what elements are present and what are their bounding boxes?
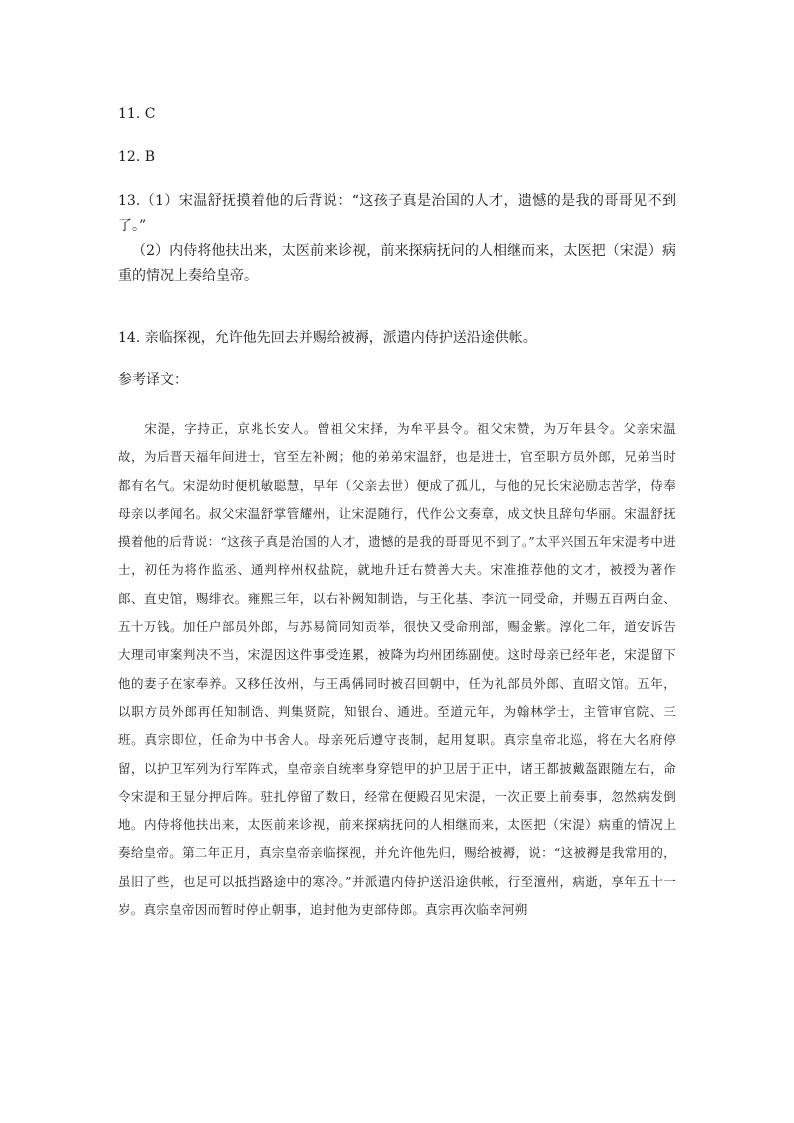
answer-page	[118, 0, 676, 1123]
answer-11: 11. C	[118, 106, 156, 122]
reference-translation-body: 宋湜，字持正，京兆长安人。曾祖父宋择，为牟平县令。祖父宋赞，为万年县令。父亲宋温故，为后晋天福年间进士，官至左补阙；他的弟弟宋温舒，也是进士，官至职方员外郎，兄弟当时都有名气。宋湜幼时便机敏聪慧，早年（父亲去世）便成了孤儿，与他的兄长宋泌励志苦学，侍奉母亲以孝闻名。叔父宋温舒掌管耀州，让宋湜随行，代作公文奏章，成文快且辞句华丽。宋温舒抚摸着他的后背说：“这孩子真是治国的人才，遗憾的是我的哥哥见不到了。”太平兴国五年宋湜考中进士，初任为将作监丞、通判梓州权盐院，就地升迁右赞善大夫。宋准推荐他的文才，被授为著作郎、直史馆，赐绯衣。雍熙三年，以右补阙知制诰，与王化基、李沆一同受命，并赐五百两白金、五十万钱。加任户部员外郎，与苏易简同知贡举，很快又受命刑部，赐金紫。淳化二年，道安诉告大理司审案判决不当，宋湜因这件事受连累，被降为均州团练副使。这时母亲已经年老，宋湜留下他的妻子在家奉养。又移任汝州，与王禹偁同时被召回朝中，任为礼部员外郎、直昭文馆。五年，以职方员外郎再任知制诰、判集贤院，知银台、通进。至道元年，为翰林学士，主管审官院、三班。真宗即位，任命为中书舍人。母亲死后遵守丧制，起用复职。真宗皇帝北巡，将在大名府停留，以护卫军列为行军阵式，皇帝亲自统率身穿铠甲的护卫居于正中，诸王都披戴盔跟随左右，命令宋湜和王显分押后阵。驻扎停留了数日，经常在便殿召见宋湜，一次正要上前奏事，忽然病发倒地。内侍将他扶出来，太医前来诊视，前来探病抚问的人相继而来，太医把（宋湜）病重的情况上奏给皇帝。第二年正月，真宗皇帝亲临探视，并允许他先归，赐给被褥，说：“这被褥是我常用的，虽旧了些，也足可以抵挡路途中的寒冷。”并派遣内侍护送沿途供帐，行至澶州，病逝，享年五十一岁。真宗皇帝因而暂时停止朝事，追封他为吏部侍郎。真宗再次临幸河朔	[118, 421, 676, 918]
answer-13-part-2: （2）内侍将他扶出来，太医前来诊视，前来探病抚问的人相继而来，太医把（宋湜）病重的情况上奏给皇帝。	[118, 243, 676, 284]
answer-13	[118, 189, 676, 289]
answer-12: 12. B	[118, 149, 156, 165]
answer-13-part-1: 13.（1）宋温舒抚摸着他的后背说：“这孩子真是治国的人才，遗憾的是我的哥哥见不到了。”	[118, 193, 676, 234]
reference-translation-heading: 参考译文：	[118, 372, 188, 388]
answer-14: 14. 亲临探视，允许他先回去并赐给被褥，派遣内侍护送沿途供帐。	[118, 330, 537, 346]
